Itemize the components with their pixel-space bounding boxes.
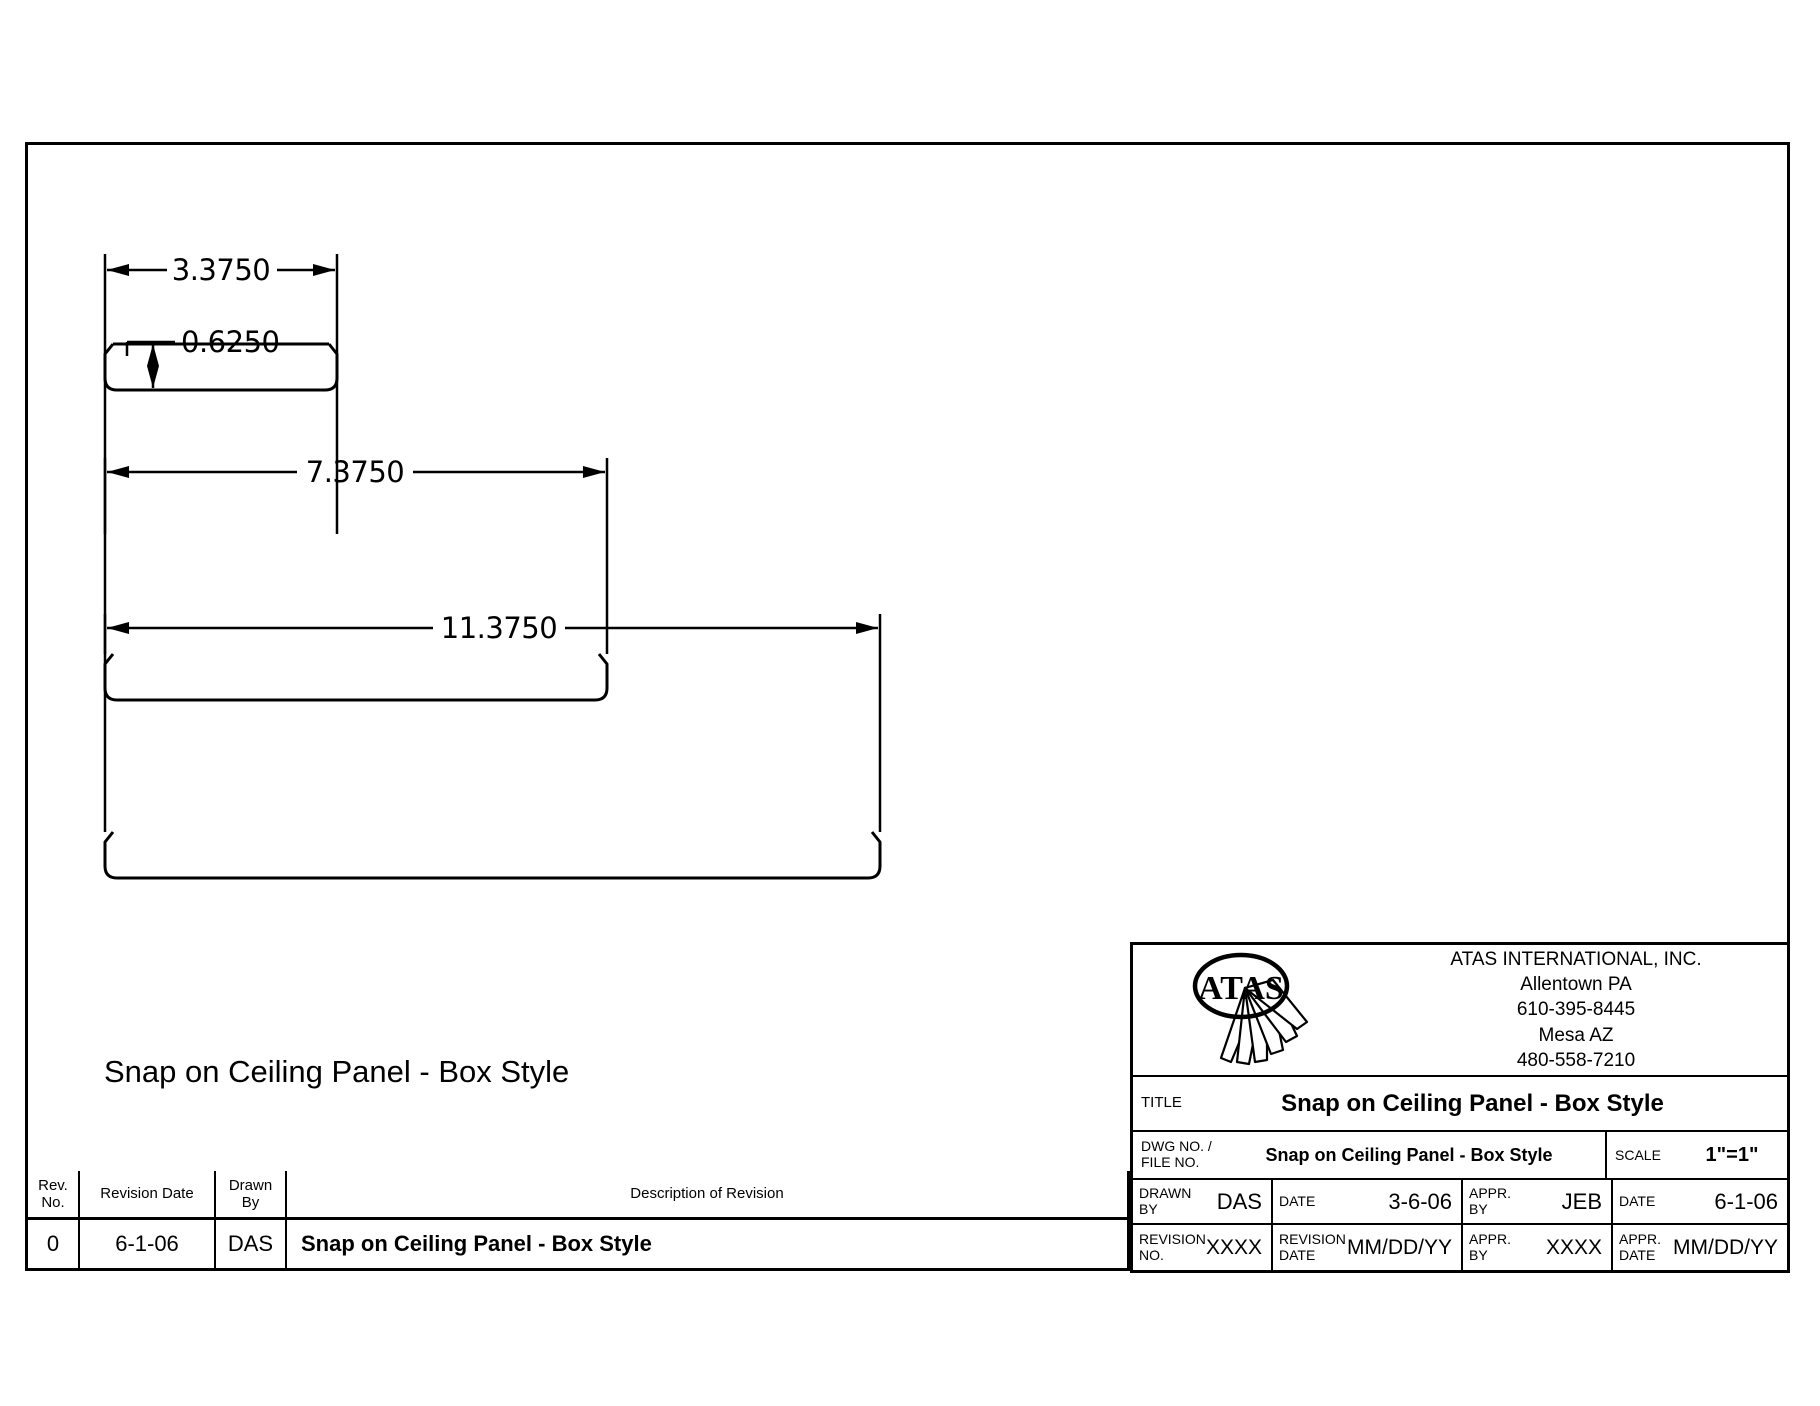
revision-approved-by-label-line1: APPR.	[1469, 1230, 1512, 1247]
dwg-no-label-line1: DWG NO. /	[1141, 1138, 1212, 1155]
atas-logo	[1133, 945, 1383, 1075]
revision-approved-by-cell	[1463, 1225, 1613, 1270]
title-block-company-row	[1133, 945, 1787, 1077]
drawn-by-label-line1: DRAWN	[1139, 1184, 1192, 1201]
panel-1-width-dimension-text: 3.3750	[171, 253, 271, 287]
dwg-no-label	[1133, 1139, 1213, 1170]
scale-label: SCALE	[1615, 1147, 1661, 1163]
revision-row-date: 6-1-06	[80, 1220, 216, 1268]
revision-date-label-line2: DATE	[1279, 1246, 1316, 1263]
revision-no-label-line1: REVISION	[1139, 1230, 1206, 1247]
approved-by-label-line1: APPR.	[1469, 1184, 1512, 1201]
atas-logo-icon	[1183, 950, 1333, 1070]
title-value: Snap on Ceiling Panel - Box Style	[1281, 1089, 1664, 1117]
revision-approved-by-label	[1463, 1232, 1511, 1263]
revision-header-rev-no	[28, 1171, 80, 1217]
dwg-no-value: Snap on Ceiling Panel - Box Style	[1213, 1132, 1607, 1178]
title-block-drawn-row	[1133, 1180, 1787, 1225]
drawn-by-label-line2: BY	[1139, 1200, 1158, 1217]
revision-date-value: MM/DD/YY	[1347, 1235, 1452, 1259]
drawn-by-cell	[1133, 1180, 1273, 1223]
drawn-date-cell	[1273, 1180, 1463, 1223]
drawn-by-label	[1133, 1186, 1191, 1217]
approved-by-label	[1463, 1186, 1511, 1217]
revision-header-date: Revision Date	[80, 1171, 216, 1217]
revision-approved-by-value: XXXX	[1545, 1235, 1602, 1259]
company-name: ATAS INTERNATIONAL, INC.	[1450, 949, 1702, 971]
title-block-dwg-row	[1133, 1132, 1787, 1180]
revision-row-drawn-by: DAS	[216, 1220, 287, 1268]
revision-approved-date-label	[1613, 1232, 1661, 1263]
revision-no-label-line2: NO.	[1139, 1246, 1164, 1263]
drawn-date-value: 3-6-06	[1388, 1188, 1452, 1214]
revision-approved-date-label-line1: APPR.	[1619, 1230, 1662, 1247]
revision-row-description: Snap on Ceiling Panel - Box Style	[301, 1231, 652, 1256]
panel-1-height-dimension-text: 0.6250	[181, 325, 280, 359]
revision-no-cell	[1133, 1225, 1273, 1270]
drawn-date-label: DATE	[1279, 1192, 1316, 1209]
approved-date-label: DATE	[1619, 1192, 1656, 1209]
approved-by-cell	[1463, 1180, 1613, 1223]
revision-header-drawn-by-line1: Drawn	[228, 1176, 273, 1194]
revision-header-drawn-by-line2: By	[241, 1194, 260, 1211]
company-city-2: Mesa AZ	[1538, 1024, 1614, 1046]
panel-2-width-dimension-text: 7.3750	[305, 455, 405, 489]
revision-row-rev-no: 0	[28, 1220, 80, 1268]
revision-no-value: XXXX	[1205, 1235, 1262, 1259]
revision-approved-date-cell	[1613, 1225, 1787, 1270]
company-phone-1: 610-395-8445	[1516, 999, 1636, 1021]
approved-date-cell	[1613, 1180, 1787, 1223]
revision-approved-by-label-line2: BY	[1469, 1246, 1488, 1263]
company-city-1: Allentown PA	[1520, 974, 1632, 996]
approved-by-label-line2: BY	[1469, 1200, 1488, 1217]
revision-table	[25, 1171, 1130, 1271]
title-block	[1130, 942, 1790, 1273]
revision-approved-date-label-line2: DATE	[1619, 1246, 1656, 1263]
title-label: TITLE	[1141, 1094, 1182, 1112]
revision-header-rev-no-line2: No.	[41, 1194, 65, 1211]
table-row	[28, 1220, 1127, 1268]
revision-date-label-line1: REVISION	[1279, 1230, 1346, 1247]
panel-3-width-dimension-text: 11.3750	[440, 611, 558, 645]
revision-no-label	[1133, 1232, 1206, 1263]
revision-header-drawn-by	[216, 1171, 287, 1217]
title-block-revision-row	[1133, 1225, 1787, 1270]
revision-header-rev-no-line1: Rev.	[38, 1176, 68, 1194]
scale-value: 1"=1"	[1705, 1143, 1759, 1166]
revision-approved-date-value: MM/DD/YY	[1673, 1235, 1778, 1259]
revision-table-header-row	[28, 1171, 1127, 1220]
company-info	[1383, 945, 1787, 1075]
drawn-by-value: DAS	[1216, 1188, 1262, 1214]
revision-date-cell	[1273, 1225, 1463, 1270]
company-phone-2: 480-558-7210	[1516, 1049, 1636, 1071]
approved-date-value: 6-1-06	[1714, 1188, 1778, 1214]
part-caption: Snap on Ceiling Panel - Box Style	[104, 1054, 570, 1089]
approved-by-value: JEB	[1561, 1188, 1602, 1214]
dwg-no-label-line2: FILE NO.	[1141, 1154, 1200, 1170]
title-block-title-row	[1133, 1077, 1787, 1132]
revision-header-description: Description of Revision	[630, 1185, 784, 1203]
revision-date-label	[1273, 1232, 1346, 1263]
atas-logo-text: ATAS	[1198, 970, 1284, 1007]
